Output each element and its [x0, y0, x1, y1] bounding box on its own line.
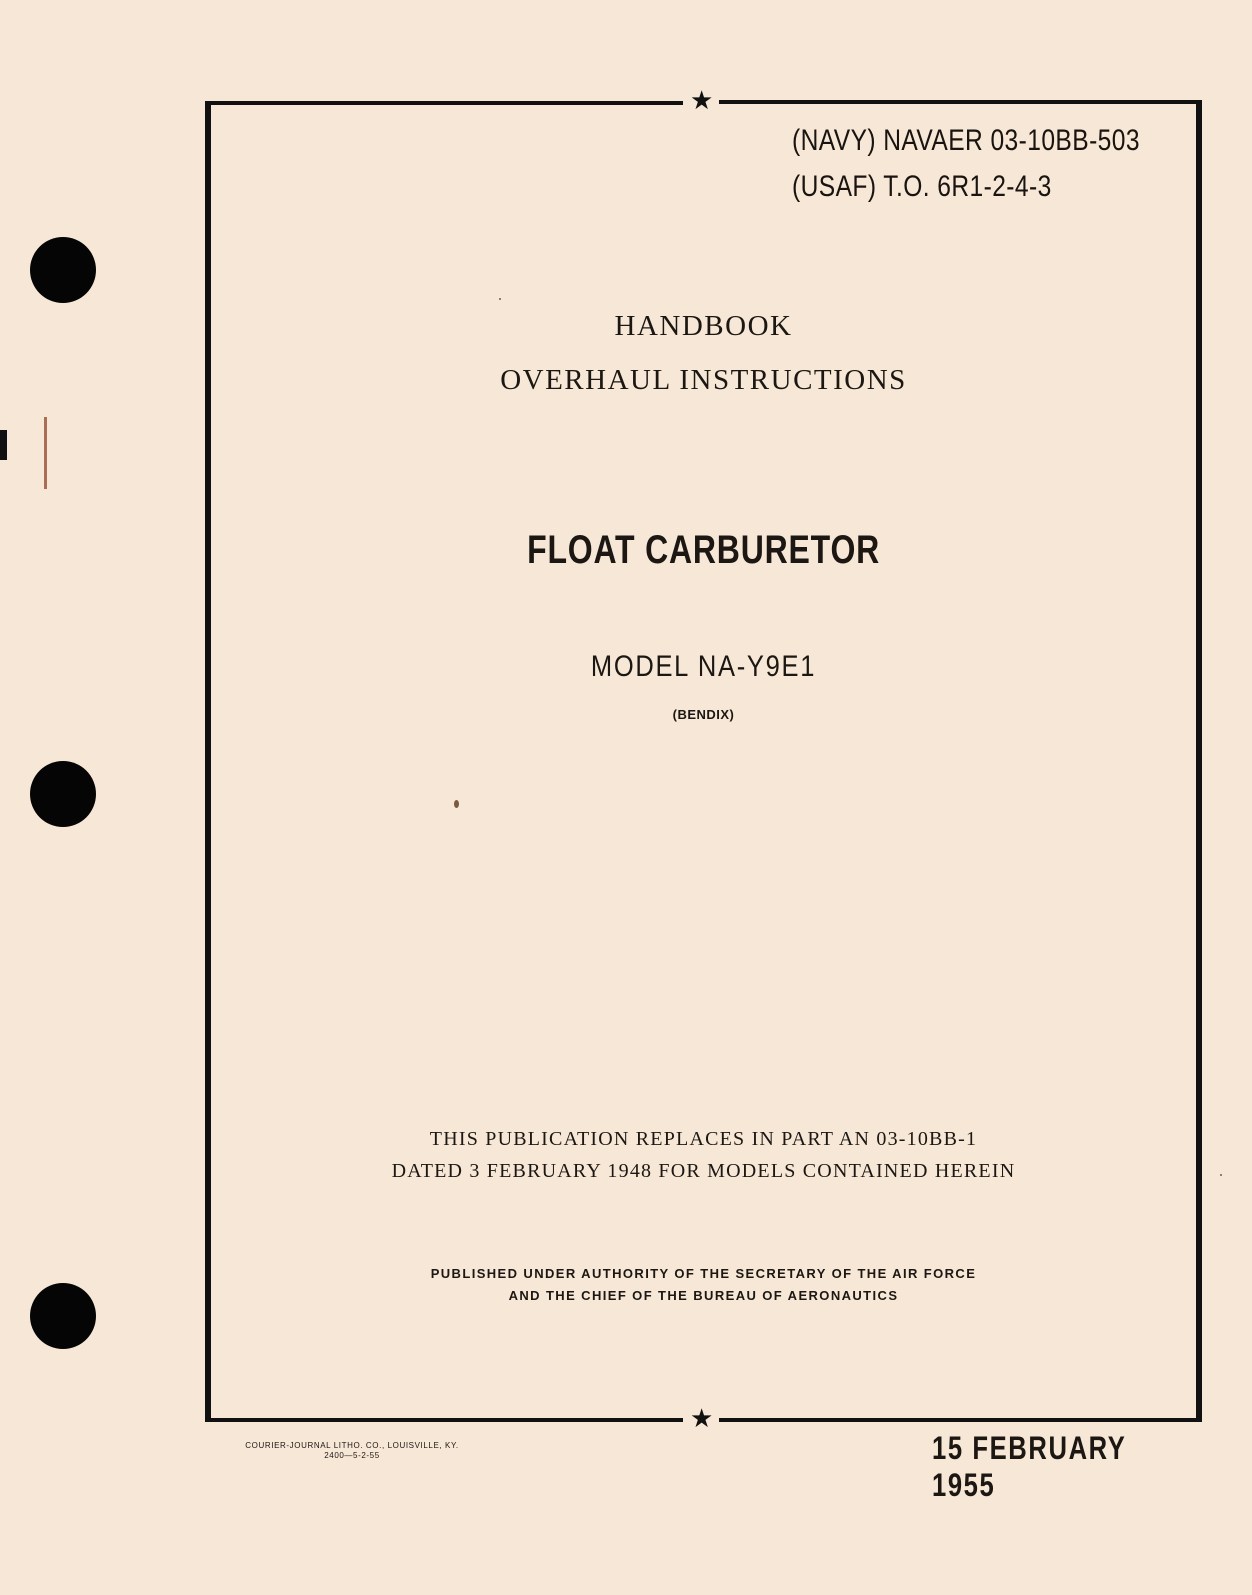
paper-speck: [1220, 1174, 1222, 1176]
model-designation: [205, 650, 1202, 684]
usaf-document-number: (USAF) T.O. 6R1-2-4-3: [792, 170, 1052, 203]
supersedure-notice-line1: THIS PUBLICATION REPLACES IN PART AN 03-10BB-1: [429, 1128, 978, 1150]
punch-hole: [30, 237, 96, 303]
frame-left-rule: [205, 101, 211, 1422]
star-icon: ★: [690, 1404, 714, 1434]
frame-top-rule: [719, 100, 1202, 104]
authority-line2: AND THE CHIEF OF THE BUREAU OF AERONAUTICS: [508, 1288, 899, 1303]
frame-right-rule: [1196, 100, 1202, 1422]
publication-date: 15 FEBRUARY 1955: [932, 1430, 1126, 1503]
punch-hole: [30, 1283, 96, 1349]
paper-speck: [499, 298, 501, 300]
printer-imprint: [207, 1441, 497, 1461]
punch-hole: [30, 761, 96, 827]
edge-stain: [44, 417, 47, 489]
title-subject: [205, 528, 1202, 573]
frame-bottom-rule: [205, 1418, 683, 1422]
navy-document-number: (NAVY) NAVAER 03-10BB-503: [792, 124, 1140, 157]
title-handbook: HANDBOOK: [614, 310, 793, 342]
subject-text: FLOAT CARBURETOR: [527, 528, 880, 572]
edge-mark: [0, 430, 7, 460]
frame-bottom-rule: [719, 1418, 1202, 1422]
title-overhaul-instructions: OVERHAUL INSTRUCTIONS: [500, 364, 907, 396]
authority-line1: PUBLISHED UNDER AUTHORITY OF THE SECRETARY OF THE AIR FORCE: [430, 1266, 977, 1281]
star-icon: ★: [690, 86, 714, 116]
printer-code: 2400—5-2-55: [324, 1451, 380, 1460]
model-text: MODEL NA-Y9E1: [590, 650, 817, 683]
printer-name: COURIER-JOURNAL LITHO. CO., LOUISVILLE, KY.: [245, 1441, 459, 1450]
supersedure-notice-line2: DATED 3 FEBRUARY 1948 FOR MODELS CONTAINED HEREIN: [391, 1160, 1016, 1182]
manufacturer: (BENDIX): [672, 707, 735, 722]
paper-speck: [454, 800, 459, 808]
frame-top-rule: [205, 101, 683, 105]
